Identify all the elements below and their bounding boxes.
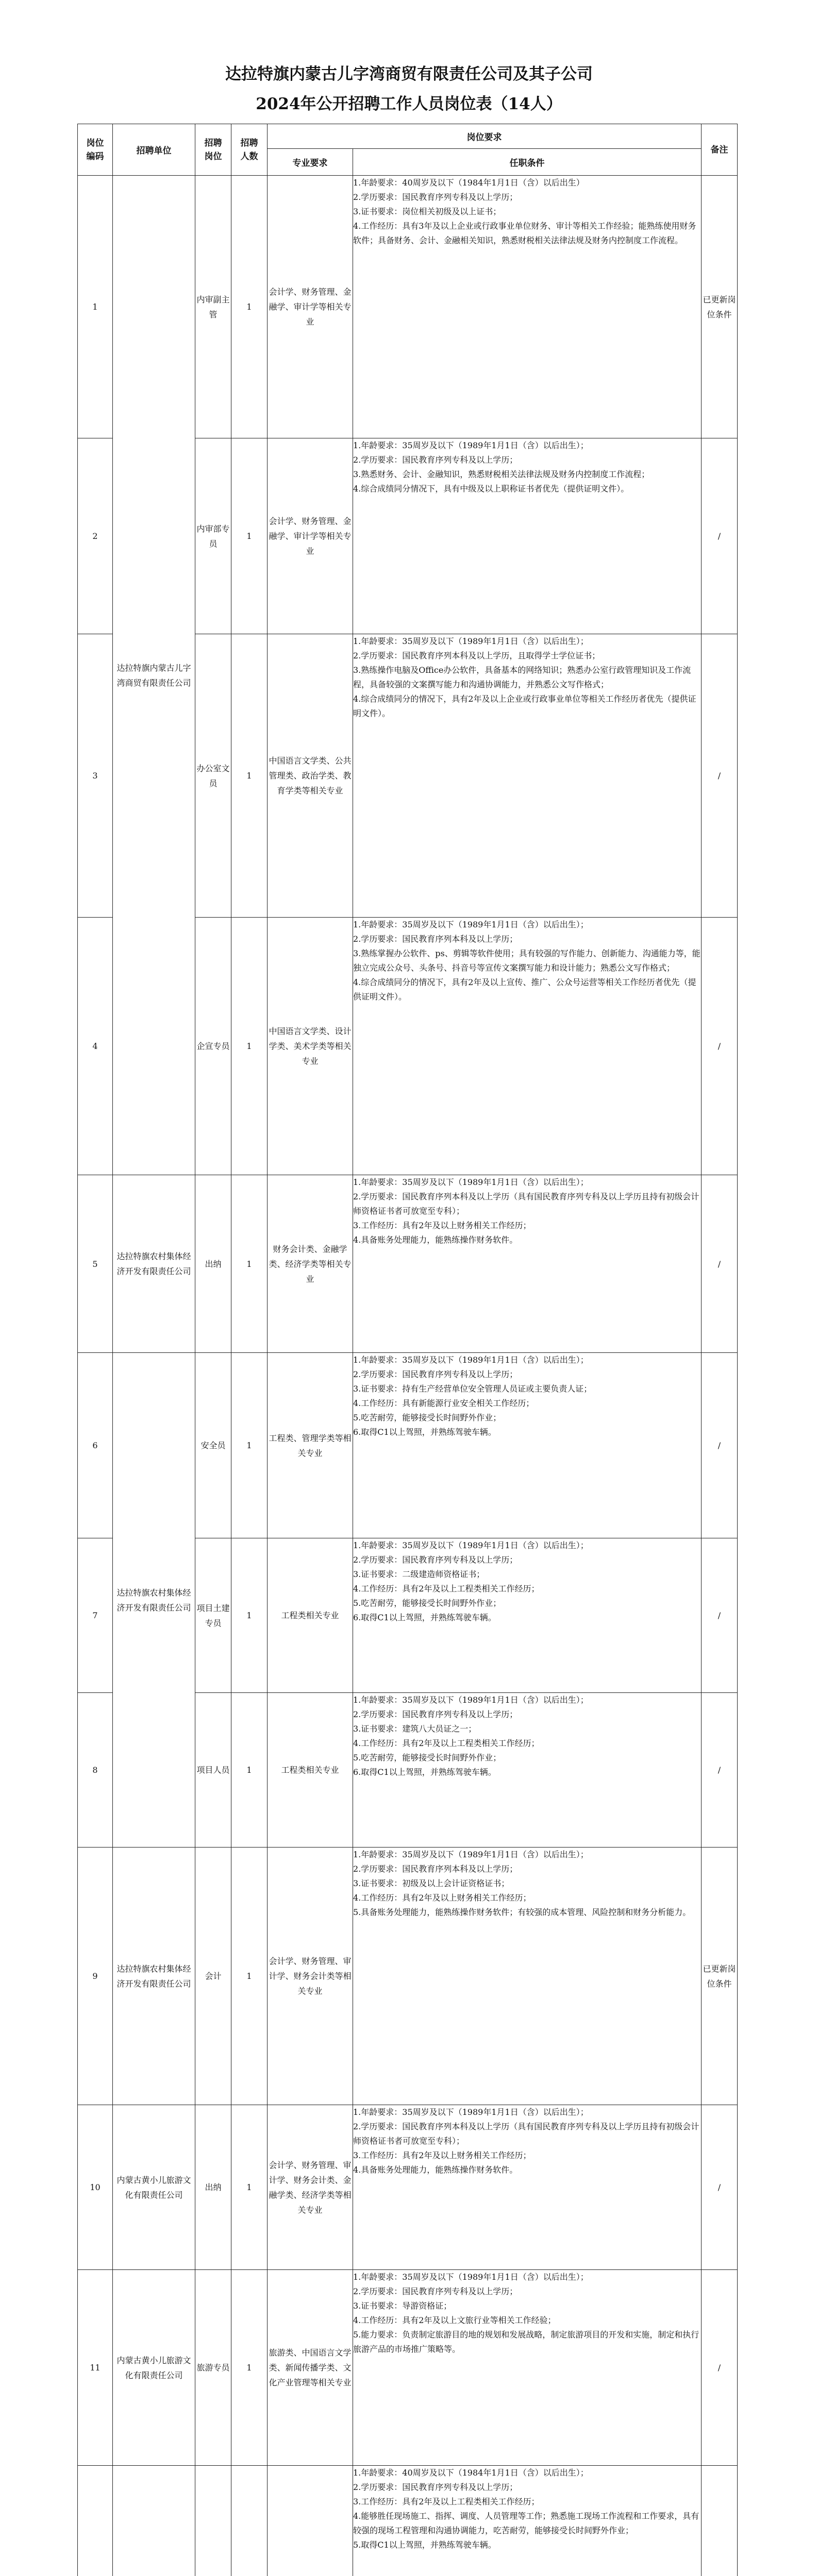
row-conditions — [353, 2105, 702, 2270]
row-count: 1 — [231, 918, 268, 1175]
condition-line: 6.取得C1以上驾照，并熟练驾驶车辆。 — [353, 1613, 496, 1622]
document-subtitle: 2024年公开招聘工作人员岗位表（14人） — [256, 95, 562, 113]
condition-line: 5.具备账务处理能力，能熟练操作财务软件；有较强的成本管理、风险控制和财务分析能力。 — [353, 1907, 691, 1917]
row-note: / — [702, 1353, 738, 1538]
condition-line: 1.年龄要求：35周岁及以下（1989年1月1日（含）以后出生）； — [353, 2272, 589, 2282]
condition-line: 3.证书要求：二级建造师资格证书； — [353, 1569, 485, 1579]
row-unit: 内蒙古黄小儿旅游文化有限责任公司 — [113, 2270, 195, 2466]
condition-line: 3.证书要求：导游资格证； — [353, 2301, 452, 2311]
condition-line: 2.学历要求：国民教育序列专科及以上学历； — [353, 455, 518, 465]
row-code: 8 — [78, 1693, 113, 1848]
row-post: 内审副主管 — [195, 176, 231, 438]
condition-line: 3.工作经历：具有2年及以上财务相关工作经历； — [353, 1221, 531, 1230]
header-count: 招聘人数 — [231, 124, 268, 176]
condition-line: 1.年龄要求：35周岁及以下（1989年1月1日（含）以后出生）； — [353, 1695, 589, 1705]
row-note: / — [702, 634, 738, 918]
condition-line: 1.年龄要求：35周岁及以下（1989年1月1日（含）以后出生）； — [353, 636, 589, 646]
row-post: 安全员 — [195, 1353, 231, 1538]
row-code — [78, 2466, 113, 2576]
condition-line: 1.年龄要求：35周岁及以下（1989年1月1日（含）以后出生）； — [353, 920, 589, 929]
row-count: 1 — [231, 1353, 268, 1538]
condition-line: 5.吃苦耐劳，能够接受长时间野外作业； — [353, 1413, 502, 1422]
condition-line: 6.取得C1以上驾照，并熟练驾驶车辆。 — [353, 1427, 496, 1437]
row-spec: 财务会计类、金融学类、经济学类等相关专业 — [268, 1175, 353, 1353]
row-post — [195, 2466, 231, 2576]
row-conditions — [353, 1693, 702, 1848]
document-title: 达拉特旗内蒙古儿字湾商贸有限责任公司及其子公司 — [225, 65, 593, 83]
condition-line: 3.证书要求：岗位相关初级及以上证书； — [353, 207, 502, 216]
row-code: 9 — [78, 1848, 113, 2105]
condition-line: 1.年龄要求：35周岁及以下（1989年1月1日（含）以后出生）； — [353, 1355, 589, 1365]
table-row — [78, 1353, 738, 1538]
header-unit: 招聘单位 — [113, 124, 195, 176]
condition-line: 2.学历要求：国民教育序列专科及以上学历； — [353, 192, 518, 202]
row-unit: 达拉特旗农村集体经济开发有限责任公司 — [113, 1175, 195, 1353]
table-row — [78, 176, 738, 438]
header-code: 岗位编码 — [78, 124, 113, 176]
row-count: 1 — [231, 2105, 268, 2270]
header-requirements: 岗位要求 — [268, 124, 702, 149]
row-unit: 内蒙古黄小儿旅游文化有限责任公司 — [113, 2105, 195, 2270]
table-row — [78, 2270, 738, 2466]
header-spec: 专业要求 — [268, 149, 353, 176]
row-conditions — [353, 1353, 702, 1538]
row-conditions — [353, 176, 702, 438]
condition-line: 1.年龄要求：35周岁及以下（1989年1月1日（含）以后出生）； — [353, 440, 589, 450]
condition-line: 4.工作经历：具有2年及以上财务相关工作经历； — [353, 1893, 531, 1903]
row-note: / — [702, 2105, 738, 2270]
row-code: 1 — [78, 176, 113, 438]
table-row — [78, 1175, 738, 1353]
row-count: 1 — [231, 1538, 268, 1693]
condition-line: 2.学历要求：国民教育序列专科及以上学历； — [353, 1709, 518, 1719]
row-post: 出纳 — [195, 1175, 231, 1353]
row-unit — [113, 2466, 195, 2576]
row-spec: 会计学、财务管理、金融学、审计学等相关专业 — [268, 438, 353, 634]
row-spec: 会计学、财务管理、审计学、财务会计类、金融学类、经济学类等相关专业 — [268, 2105, 353, 2270]
row-post: 企宣专员 — [195, 918, 231, 1175]
condition-line: 5.能力要求：负责制定旅游目的地的规划和发展战略，制定旅游项目的开发和实施，制定和执行旅游产品的市场推广策略等。 — [353, 2330, 699, 2354]
row-note: / — [702, 2270, 738, 2466]
row-post: 项目土建专员 — [195, 1538, 231, 1693]
table-header-row — [78, 124, 738, 149]
row-spec: 工程类、管理学类等相关专业 — [268, 1353, 353, 1538]
row-note: / — [702, 1693, 738, 1848]
condition-line: 3.工作经历：具有2年及以上财务相关工作经历； — [353, 2150, 531, 2160]
table-row — [78, 1848, 738, 2105]
header-post: 招聘岗位 — [195, 124, 231, 176]
row-count: 1 — [231, 1848, 268, 2105]
row-code: 6 — [78, 1353, 113, 1538]
row-conditions — [353, 438, 702, 634]
row-conditions — [353, 1175, 702, 1353]
condition-line: 2.学历要求：国民教育序列专科及以上学历； — [353, 1369, 518, 1379]
row-count — [231, 2466, 268, 2576]
row-note: 已更新岗位条件 — [702, 176, 738, 438]
condition-line: 5.吃苦耐劳，能够接受长时间野外作业； — [353, 1753, 502, 1762]
row-conditions — [353, 1848, 702, 2105]
row-conditions — [353, 1538, 702, 1693]
condition-line: 4.综合成绩同分的情况下，具有2年及以上宣传、推广、公众号运营等相关工作经历者优先（提供证明文件）。 — [353, 977, 696, 1002]
condition-line: 5.吃苦耐劳，能够接受长时间野外作业； — [353, 1598, 502, 1608]
condition-line: 4.工作经历：具有3年及以上企业或行政事业单位财务、审计等相关工作经验；能熟练使用财务软件；具备财务、会计、金融相关知识，熟悉财税相关法律法规及财务内控制度工作流程。 — [353, 221, 696, 245]
row-count: 1 — [231, 634, 268, 918]
row-code: 4 — [78, 918, 113, 1175]
row-code: 5 — [78, 1175, 113, 1353]
condition-line: 4.综合成绩同分的情况下，具有2年及以上企业或行政事业单位等相关工作经历者优先（提供证明文件）。 — [353, 694, 696, 718]
condition-line: 1.年龄要求：35周岁及以下（1989年1月1日（含）以后出生）； — [353, 1850, 589, 1859]
row-code: 7 — [78, 1538, 113, 1693]
condition-line: 1.年龄要求：35周岁及以下（1989年1月1日（含）以后出生）； — [353, 2107, 589, 2117]
condition-line: 4.工作经历：具有新能源行业安全相关工作经历； — [353, 1398, 535, 1408]
condition-line: 2.学历要求：国民教育序列专科及以上学历； — [353, 2482, 518, 2492]
row-spec: 中国语言文学类、公共管理类、政治学类、教育学类等相关专业 — [268, 634, 353, 918]
condition-line: 1.年龄要求：35周岁及以下（1989年1月1日（含）以后出生）； — [353, 1540, 589, 1550]
row-unit: 达拉特旗农村集体经济开发有限责任公司 — [113, 1353, 195, 1848]
row-post: 出纳 — [195, 2105, 231, 2270]
condition-line: 2.学历要求：国民教育序列本科及以上学历； — [353, 1864, 518, 1874]
table-row — [78, 2466, 738, 2576]
condition-line: 4.工作经历：具有2年及以上文旅行业等相关工作经验； — [353, 2315, 556, 2325]
row-spec: 工程类相关专业 — [268, 1693, 353, 1848]
condition-line: 2.学历要求：国民教育序列专科及以上学历； — [353, 1555, 518, 1565]
condition-line: 3.熟练操作电脑及Office办公软件，具备基本的网络知识；熟悉办公室行政管理知识及工作流程，具备较强的文案撰写能力和沟通协调能力，并熟悉公文写作格式； — [353, 665, 691, 689]
row-code: 10 — [78, 2105, 113, 2270]
row-note — [702, 2466, 738, 2576]
row-spec — [268, 2466, 353, 2576]
condition-line: 3.熟练掌握办公软件、ps、剪辑等软件使用；具有较强的写作能力、创新能力、沟通能力等，能独立完成公众号、头条号、抖音号等宣传文案撰写能力和设计能力；熟悉公文写作格式； — [353, 948, 700, 973]
condition-line: 3.证书要求：建筑八大员证之一； — [353, 1724, 477, 1734]
condition-line: 6.取得C1以上驾照，并熟练驾驶车辆。 — [353, 1767, 496, 1777]
condition-line: 3.证书要求：初级及以上会计证资格证书； — [353, 1878, 510, 1888]
row-note: / — [702, 438, 738, 634]
condition-line: 2.学历要求：国民教育序列本科及以上学历（具有国民教育序列专科及以上学历且持有初级会计师资格证书者可放宽至专科）； — [353, 1192, 699, 1216]
condition-line: 1.年龄要求：40周岁及以下（1984年1月1日（含）以后出生）； — [353, 2468, 589, 2478]
row-unit: 达拉特旗内蒙古儿字湾商贸有限责任公司 — [113, 176, 195, 1175]
condition-line: 4.综合成绩同分情况下，具有中级及以上职称证书者优先（提供证明文件）。 — [353, 484, 629, 494]
row-spec: 会计学、财务管理、审计学、财务会计类等相关专业 — [268, 1848, 353, 2105]
condition-line: 1.年龄要求：40周岁及以下（1984年1月1日（含）以后出生） — [353, 178, 585, 188]
row-code: 3 — [78, 634, 113, 918]
row-conditions — [353, 2270, 702, 2466]
row-post: 内审部专员 — [195, 438, 231, 634]
condition-line: 2.学历要求：国民教育序列本科及以上学历； — [353, 934, 518, 944]
row-spec: 中国语言文学类、设计学类、美术学类等相关专业 — [268, 918, 353, 1175]
row-note: / — [702, 1538, 738, 1693]
header-cond: 任职条件 — [353, 149, 702, 176]
condition-line: 3.工作经历：具有2年及以上工程类相关工作经历； — [353, 2497, 540, 2506]
row-post: 旅游专员 — [195, 2270, 231, 2466]
row-spec: 旅游类、中国语言文学类、新闻传播学类、文化产业管理等相关专业 — [268, 2270, 353, 2466]
condition-line: 4.工作经历：具有2年及以上工程类相关工作经历； — [353, 1584, 540, 1594]
condition-line: 3.熟悉财务、会计、金融知识，熟悉财税相关法律法规及财务内控制度工作流程； — [353, 469, 650, 479]
row-code: 11 — [78, 2270, 113, 2466]
condition-line: 1.年龄要求：35周岁及以下（1989年1月1日（含）以后出生）； — [353, 1177, 589, 1187]
recruitment-table — [77, 124, 738, 2576]
row-post: 办公室文员 — [195, 634, 231, 918]
row-count: 1 — [231, 2270, 268, 2466]
row-spec: 会计学、财务管理、金融学、审计学等相关专业 — [268, 176, 353, 438]
row-conditions — [353, 634, 702, 918]
row-code: 2 — [78, 438, 113, 634]
condition-line: 2.学历要求：国民教育序列本科及以上学历，且取得学士学位证书； — [353, 651, 600, 660]
row-post: 会计 — [195, 1848, 231, 2105]
row-count: 1 — [231, 1175, 268, 1353]
condition-line: 4.具备账务处理能力，能熟练操作财务软件。 — [353, 2165, 518, 2175]
condition-line: 2.学历要求：国民教育序列专科及以上学历； — [353, 2286, 518, 2296]
condition-line: 4.工作经历：具有2年及以上工程类相关工作经历； — [353, 1738, 540, 1748]
row-unit: 达拉特旗农村集体经济开发有限责任公司 — [113, 1848, 195, 2105]
condition-line: 2.学历要求：国民教育序列本科及以上学历（具有国民教育序列专科及以上学历且持有初级会计师资格证书者可放宽至专科）； — [353, 2122, 699, 2146]
condition-line: 4.能够胜任现场施工、指挥、调度、人员管理等工作；熟悉施工现场工作流程和工作要求，具有较强的现场工程管理和沟通协调能力，吃苦耐劳，能够接受长时间野外作业； — [353, 2511, 699, 2535]
row-count: 1 — [231, 438, 268, 634]
row-note: 已更新岗位条件 — [702, 1848, 738, 2105]
row-count: 1 — [231, 176, 268, 438]
row-post: 项目人员 — [195, 1693, 231, 1848]
row-conditions — [353, 918, 702, 1175]
row-note: / — [702, 1175, 738, 1353]
header-note: 备注 — [702, 124, 738, 176]
row-spec: 工程类相关专业 — [268, 1538, 353, 1693]
condition-line: 3.证书要求：持有生产经营单位安全管理人员证或主要负责人证； — [353, 1384, 592, 1394]
row-note: / — [702, 918, 738, 1175]
row-count: 1 — [231, 1693, 268, 1848]
table-row — [78, 2105, 738, 2270]
row-conditions — [353, 2466, 702, 2576]
condition-line: 5.取得C1以上驾照，并熟练驾驶车辆。 — [353, 2540, 496, 2550]
condition-line: 4.具备账务处理能力，能熟练操作财务软件。 — [353, 1235, 518, 1245]
